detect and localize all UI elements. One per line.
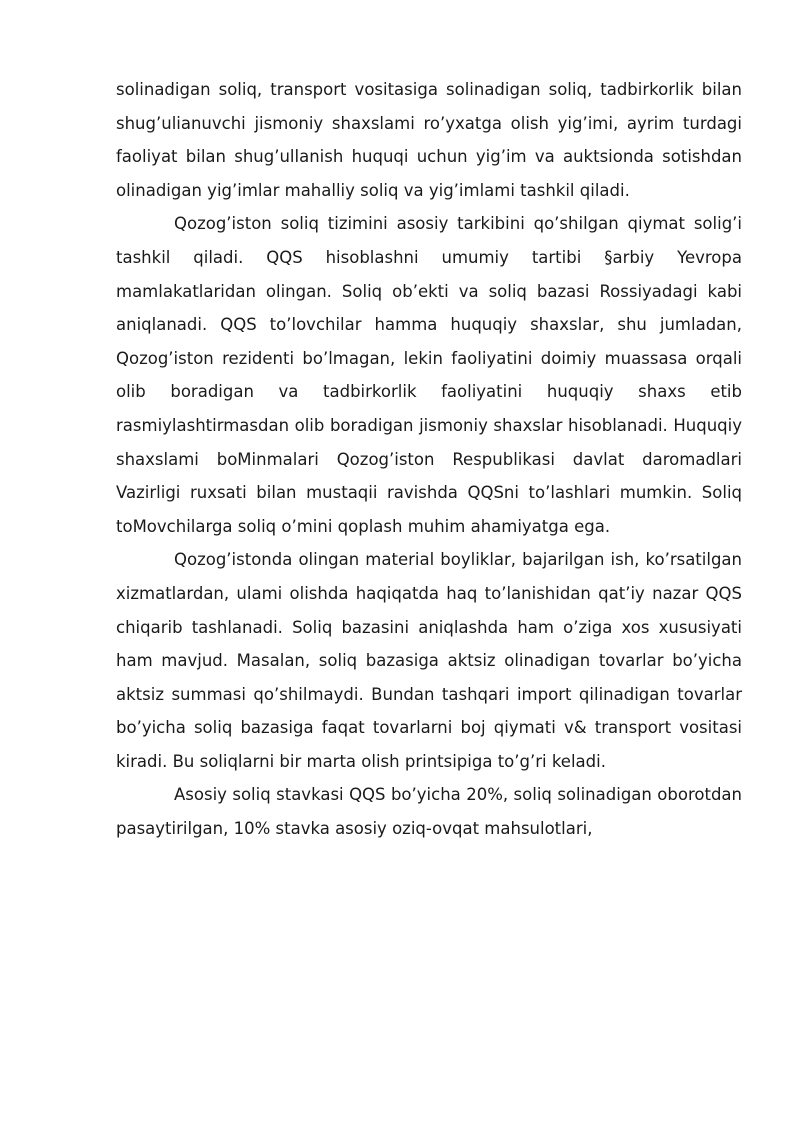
- paragraph-vat-overview: Qozog’iston soliq tizimini asosiy tarkibini qo’shilgan qiymat solig’i tashkil qiladi. QQS hisoblashni umumiy tartibi §arbiy Yevropa mamlakatlaridan olingan. Soliq ob’ekti va soliq bazasi Rossiyadagi kabi aniqlanadi. QQS to’lovchilar hamma huquqiy shaxslar, shu jumladan, Qozog’iston rezidenti bo’lmagan, lekin faoliyatini doimiy muassasa orqali olib boradigan va tadbirkorlik faoliyatini huquqiy shaxs etib rasmiylashtirmasdan olib boradigan jismoniy shaxslar hisoblanadi. Huquqiy shaxslami boMinmalari Qozog’iston Respublikasi davlat daromadlari Vazirligi ruxsati bilan mustaqii ravishda QQSni to’lashlari mumkin. Soliq toMovchilarga soliq o’mini qoplash muhim ahamiyatga ega.: [116, 214, 742, 536]
- paragraph-continuation: solinadigan soliq, transport vositasiga solinadigan soliq, tadbirkorlik bilan shug’ulianuvchi jismoniy shaxslami ro’yxatga olish yig’imi, ayrim turdagi faoliyat bilan shug’ullanish huquqi uchun yig’im va auktsionda sotishdan olinadigan yig’imlar mahalliy soliq va yig’imlami tashkil qiladi.: [116, 80, 742, 200]
- paragraph-vat-rates: Asosiy soliq stavkasi QQS bo’yicha 20%, soliq solinadigan oborotdan pasaytirilgan, 10% stavka asosiy oziq-ovqat mahsulotlari,: [116, 785, 742, 839]
- paragraph-vat-base: Qozog’istonda olingan material boyliklar, bajarilgan ish, ko’rsatilgan xizmatlardan, ulami olishda haqiqatda haq to’lanishidan qat’iy nazar QQS chiqarib tashlanadi. Soliq bazasini aniqlashda ham o’ziga xos xususiyati ham mavjud. Masalan, soliq bazasiga aktsiz olinadigan tovarlar bo’yicha aktsiz summasi qo’shilmaydi. Bundan tashqari import qilinadigan tovarlar bo’yicha soliq bazasiga faqat tovarlarni boj qiymati v& transport vositasi kiradi. Bu soliqlarni bir marta olish printsipiga to’g’ri keladi.: [116, 550, 742, 771]
- body-text: [116, 73, 742, 846]
